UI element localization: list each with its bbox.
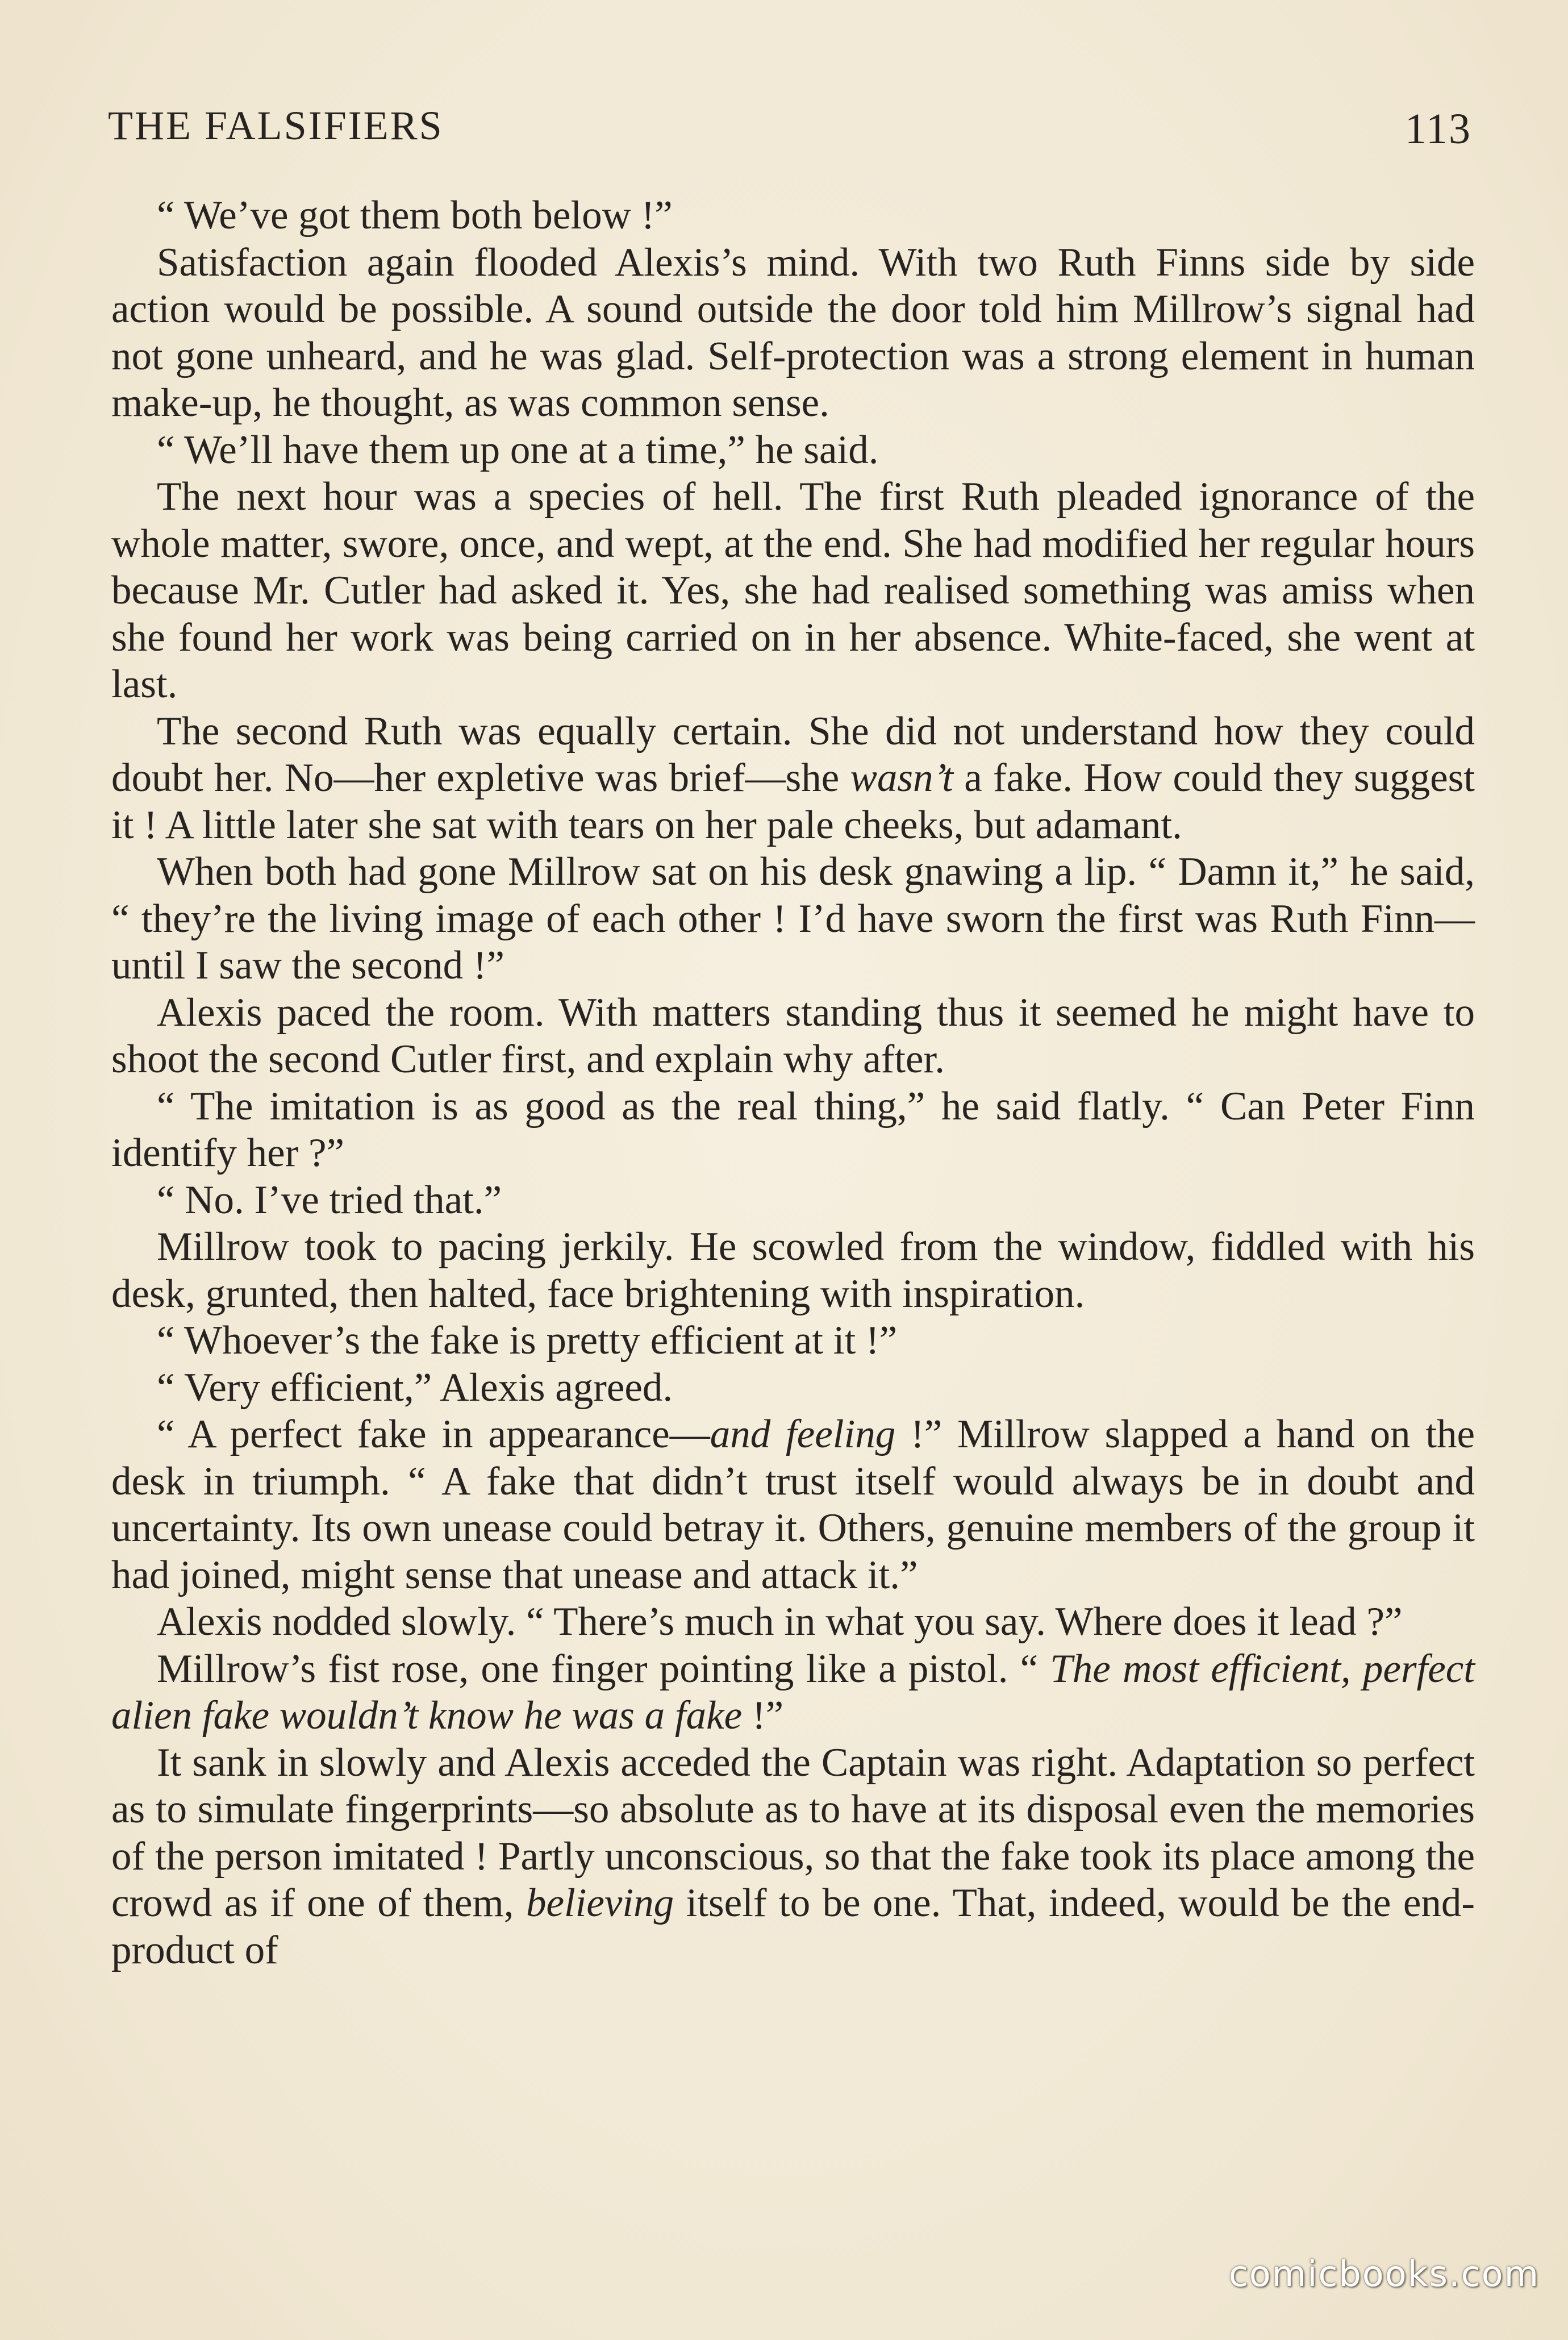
paragraph <box>111 848 1475 989</box>
text-run: The next hour was a species of hell. The first Ruth pleaded ignorance of the whole matter, swore, once, and wept, at the end. She had modified her regular hours because Mr. Cutler had asked it. Yes, she had realised something was amiss when she found her work was being carried on in her absence. White-faced, she went at last. <box>111 474 1475 706</box>
paragraph <box>111 989 1475 1083</box>
paragraph <box>111 427 1475 474</box>
text-run: itself to be one. That, indeed, would be the end-product of <box>111 1881 1475 1972</box>
text-run: “ A perfect fake in appearance— <box>157 1412 710 1456</box>
body-text <box>111 192 1475 1973</box>
paragraph <box>111 192 1475 239</box>
paragraph <box>111 1317 1475 1364</box>
paragraph <box>111 1411 1475 1598</box>
text-run: Satisfaction again flooded Alexis’s mind. With two Ruth Finns side by side action would be possible. A sound outside the door told him Millrow’s signal had not gone unheard, and he was glad. Self-protection was a strong element in human make-up, he thought, as was common sense. <box>111 240 1475 425</box>
paragraph <box>111 1364 1475 1412</box>
text-run: Alexis nodded slowly. “ There’s much in what you say. Where does it lead ?” <box>157 1600 1403 1644</box>
paragraph <box>111 239 1475 427</box>
text-run: “ Whoever’s the fake is pretty efficient at it !” <box>157 1318 898 1363</box>
paragraph <box>111 1646 1475 1739</box>
text-run: Millrow’s fist rose, one finger pointing like a pistol. “ <box>157 1646 1050 1691</box>
text-run: !” Millrow slapped a hand on the desk in triumph. “ A fake that didn’t trust itself would always be in doubt and uncertainty. Its own unease could betray it. Others, genuine members of the group it had joined, might sense that unease and attack it.” <box>111 1412 1475 1597</box>
text-run: “ No. I’ve tried that.” <box>157 1177 502 1222</box>
italic-text: The most efficient, perfect alien fake wouldn’t know he was a fake <box>111 1646 1475 1738</box>
paragraph <box>111 473 1475 708</box>
text-run: “ The imitation is as good as the real thing,” he said flatly. “ Can Peter Finn identify her ?” <box>111 1084 1475 1175</box>
text-run: “ We’ve got them both below !” <box>157 193 673 238</box>
paragraph <box>111 708 1475 849</box>
paragraph <box>111 1177 1475 1224</box>
text-run: !” <box>742 1693 784 1738</box>
page-header <box>108 91 1471 159</box>
page-number: 113 <box>1404 105 1471 153</box>
text-run: When both had gone Millrow sat on his desk gnawing a lip. “ Damn it,” he said, “ they’re the living image of each other ! I’d have sworn the first was Ruth Finn—until I saw the second !” <box>111 850 1475 988</box>
paragraph <box>111 1598 1475 1646</box>
paragraph <box>111 1083 1475 1177</box>
watermark-logo: comicbooks.com <box>1228 2253 1540 2295</box>
italic-text: believing <box>526 1881 674 1925</box>
text-run: “ We’ll have them up one at a time,” he said. <box>157 427 879 472</box>
paragraph <box>111 1739 1475 1974</box>
running-title: THE FALSIFIERS <box>108 103 444 148</box>
text-run: Alexis paced the room. With matters standing thus it seemed he might have to shoot the second Cutler first, and explain why after. <box>111 990 1475 1081</box>
paragraph <box>111 1223 1475 1317</box>
text-run: a fake. How could they suggest it ! A little later she sat with tears on her pale cheeks, but adamant. <box>111 756 1475 847</box>
text-run: “ Very efficient,” Alexis agreed. <box>157 1365 673 1410</box>
italic-text: and feeling <box>710 1412 896 1456</box>
italic-text: wasn’t <box>850 756 953 800</box>
text-run: Millrow took to pacing jerkily. He scowled from the window, fiddled with his desk, grunted, then halted, face brightening with inspiration. <box>111 1225 1475 1316</box>
text-run: It sank in slowly and Alexis acceded the Captain was right. Adaptation so perfect as to simulate fingerprints—so absolute as to have at its disposal even the memories of the person imitated ! Partly unconscious, so that the fake took its place among the crowd as if one of them, <box>111 1740 1475 1925</box>
text-run: The second Ruth was equally certain. She did not understand how they could doubt her. No—her expletive was brief—she <box>111 709 1475 800</box>
